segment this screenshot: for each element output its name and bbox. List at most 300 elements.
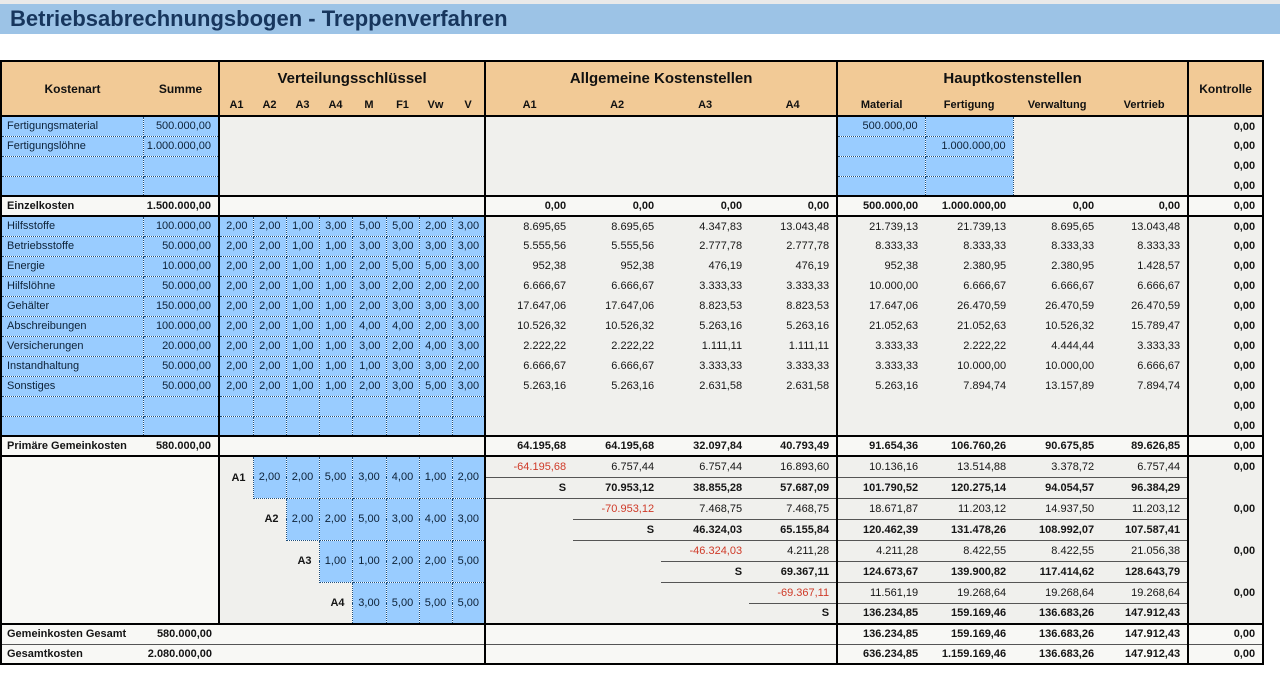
stair-label-a3: A3 [286, 540, 319, 582]
value-cell: 15.789,47 [1101, 316, 1188, 336]
input-cell[interactable] [419, 416, 452, 436]
value-cell: 5.555,56 [573, 236, 661, 256]
value-cell: 2.777,78 [749, 236, 837, 256]
input-cell[interactable]: 100.000,00 [143, 216, 219, 236]
row-label[interactable]: Hilfslöhne [1, 276, 143, 296]
value-cell: 500.000,00 [837, 196, 925, 216]
key-cell[interactable]: 3,00 [452, 256, 485, 276]
key-cell[interactable]: 2,00 [219, 256, 253, 276]
value-cell: 26.470,59 [925, 296, 1013, 316]
value-cell: 136.683,26 [1013, 603, 1101, 624]
value-cell: 6.666,67 [485, 356, 573, 376]
kontrolle-cell: 0,00 [1188, 196, 1263, 216]
input-cell[interactable] [925, 156, 1013, 176]
kontrolle-cell [1188, 519, 1263, 540]
kontrolle-cell: 0,00 [1188, 236, 1263, 256]
key-cell[interactable]: 1,00 [352, 356, 386, 376]
value-cell: 120.275,14 [925, 477, 1013, 498]
sum-marker: S [573, 519, 661, 540]
value-cell: 11.561,19 [837, 582, 925, 603]
key-cell[interactable]: 2,00 [219, 376, 253, 396]
input-cell[interactable]: 150.000,00 [143, 296, 219, 316]
key-cell[interactable]: 3,00 [419, 296, 452, 316]
input-cell[interactable] [319, 396, 352, 416]
row-label[interactable] [1, 396, 143, 416]
input-cell[interactable] [143, 176, 219, 196]
key-cell[interactable]: 5,00 [452, 582, 485, 624]
input-cell[interactable]: 50.000,00 [143, 276, 219, 296]
value-cell: 6.666,67 [485, 276, 573, 296]
key-cell[interactable]: 1,00 [286, 316, 319, 336]
subcol-header-material: Material [837, 95, 925, 116]
value-cell: 4.211,28 [837, 540, 925, 561]
input-cell[interactable]: 10.000,00 [143, 256, 219, 276]
input-cell[interactable] [452, 396, 485, 416]
key-cell[interactable]: 5,00 [419, 582, 452, 624]
value-cell: 8.695,65 [1013, 216, 1101, 236]
key-cell[interactable]: 5,00 [352, 216, 386, 236]
key-cell[interactable]: 3,00 [419, 356, 452, 376]
value-cell: 10.000,00 [1013, 356, 1101, 376]
value-cell: 17.647,06 [485, 296, 573, 316]
key-cell[interactable]: 5,00 [319, 456, 352, 498]
key-cell[interactable]: 2,00 [386, 336, 419, 356]
key-cell[interactable]: 5,00 [419, 376, 452, 396]
value-cell [573, 603, 661, 624]
value-cell: 117.414,62 [1013, 561, 1101, 582]
value-cell: 952,38 [837, 256, 925, 276]
key-cell[interactable]: 2,00 [352, 376, 386, 396]
key-cell[interactable]: 1,00 [286, 376, 319, 396]
key-cell[interactable]: 3,00 [386, 236, 419, 256]
key-cell[interactable]: 2,00 [253, 356, 286, 376]
key-cell[interactable]: 1,00 [319, 316, 352, 336]
value-cell: 120.462,39 [837, 519, 925, 540]
input-cell[interactable]: 20.000,00 [143, 336, 219, 356]
key-cell[interactable]: 2,00 [286, 498, 319, 540]
key-cell[interactable]: 2,00 [452, 456, 485, 498]
value-cell: 32.097,84 [661, 436, 749, 456]
value-cell: 90.675,85 [1013, 436, 1101, 456]
value-cell: 1.000.000,00 [925, 196, 1013, 216]
input-cell[interactable] [837, 136, 925, 156]
value-cell [573, 582, 661, 603]
value-cell: 18.671,87 [837, 498, 925, 519]
value-cell: 65.155,84 [749, 519, 837, 540]
key-cell[interactable]: 1,00 [319, 276, 352, 296]
key-cell[interactable]: 3,00 [386, 296, 419, 316]
baab-table [0, 60, 1264, 665]
value-cell: 159.169,46 [925, 624, 1013, 644]
value-cell: 89.626,85 [1101, 436, 1188, 456]
value-cell: 2.380,95 [1013, 256, 1101, 276]
key-cell[interactable]: 5,00 [386, 582, 419, 624]
key-cell[interactable]: 2,00 [253, 276, 286, 296]
row-label[interactable]: Energie [1, 256, 143, 276]
input-cell[interactable] [925, 176, 1013, 196]
input-cell[interactable] [143, 396, 219, 416]
value-cell: 4.211,28 [749, 540, 837, 561]
key-cell[interactable]: 3,00 [352, 236, 386, 256]
row-label[interactable] [1, 176, 143, 196]
value-cell: 1.500.000,00 [143, 196, 219, 216]
input-cell[interactable] [419, 396, 452, 416]
input-cell[interactable] [352, 396, 386, 416]
value-cell: 13.043,48 [1101, 216, 1188, 236]
value-cell: 1.111,11 [749, 336, 837, 356]
key-cell[interactable]: 1,00 [319, 356, 352, 376]
value-cell: 2.222,22 [925, 336, 1013, 356]
key-cell[interactable]: 2,00 [253, 336, 286, 356]
value-cell: 5.263,16 [749, 316, 837, 336]
input-cell[interactable] [253, 416, 286, 436]
key-cell[interactable]: 3,00 [452, 236, 485, 256]
value-cell: 19.268,64 [925, 582, 1013, 603]
key-cell[interactable]: 2,00 [253, 296, 286, 316]
row-label[interactable]: Instandhaltung [1, 356, 143, 376]
key-cell[interactable]: 3,00 [452, 376, 485, 396]
key-cell[interactable]: 3,00 [352, 336, 386, 356]
key-cell[interactable]: 1,00 [286, 256, 319, 276]
key-cell[interactable]: 1,00 [319, 236, 352, 256]
key-cell[interactable]: 5,00 [419, 256, 452, 276]
col-header-kostenart: Kostenart [1, 61, 143, 116]
value-cell: 8.422,55 [1013, 540, 1101, 561]
row-label[interactable]: Versicherungen [1, 336, 143, 356]
row-label[interactable]: Sonstiges [1, 376, 143, 396]
key-cell[interactable]: 2,00 [219, 336, 253, 356]
sum-marker: S [485, 477, 573, 498]
value-cell: 8.823,53 [661, 296, 749, 316]
row-label[interactable]: Abschreibungen [1, 316, 143, 336]
value-cell: 2.631,58 [749, 376, 837, 396]
input-cell[interactable]: 50.000,00 [143, 376, 219, 396]
key-cell[interactable]: 2,00 [386, 276, 419, 296]
value-cell: 4.347,83 [661, 216, 749, 236]
value-cell: 6.666,67 [573, 276, 661, 296]
key-cell[interactable]: 3,00 [452, 498, 485, 540]
value-cell: 91.654,36 [837, 436, 925, 456]
key-cell[interactable]: 3,00 [352, 276, 386, 296]
value-cell: 1.111,11 [661, 336, 749, 356]
value-cell [573, 561, 661, 582]
key-cell[interactable]: 1,00 [352, 540, 386, 582]
value-cell: 10.526,32 [485, 316, 573, 336]
key-cell[interactable]: 2,00 [253, 376, 286, 396]
value-cell: 106.760,26 [925, 436, 1013, 456]
empty-region [219, 116, 485, 196]
empty-region [837, 396, 1188, 416]
key-cell[interactable]: 2,00 [419, 540, 452, 582]
subcol-header-vs-a1: A1 [219, 95, 253, 116]
value-cell: 13.157,89 [1013, 376, 1101, 396]
kontrolle-cell: 0,00 [1188, 456, 1263, 477]
value-cell: 17.647,06 [573, 296, 661, 316]
key-cell[interactable]: 2,00 [419, 316, 452, 336]
kontrolle-cell: 0,00 [1188, 216, 1263, 236]
empty-region [219, 540, 286, 582]
value-cell: 6.666,67 [1101, 356, 1188, 376]
input-cell[interactable]: 50.000,00 [143, 356, 219, 376]
value-cell: 94.054,57 [1013, 477, 1101, 498]
key-cell[interactable]: 3,00 [319, 216, 352, 236]
key-cell[interactable]: 2,00 [253, 456, 286, 498]
group-header-hauptkostenstellen: Hauptkostenstellen [837, 61, 1188, 95]
key-cell[interactable]: 2,00 [419, 276, 452, 296]
key-cell[interactable]: 4,00 [352, 316, 386, 336]
empty-region [219, 624, 485, 644]
kontrolle-cell [1188, 603, 1263, 624]
row-label[interactable]: Fertigungslöhne [1, 136, 143, 156]
input-cell[interactable]: 1.000.000,00 [925, 136, 1013, 156]
value-cell: 580.000,00 [143, 624, 219, 644]
row-label[interactable]: Hilfsstoffe [1, 216, 143, 236]
input-cell[interactable] [286, 416, 319, 436]
subcol-header-vs-a4: A4 [319, 95, 352, 116]
value-cell: 0,00 [1013, 196, 1101, 216]
subcol-header-vs-a3: A3 [286, 95, 319, 116]
value-cell: 19.268,64 [1013, 582, 1101, 603]
key-cell[interactable]: 2,00 [253, 236, 286, 256]
kontrolle-cell: 0,00 [1188, 136, 1263, 156]
key-cell[interactable]: 4,00 [419, 336, 452, 356]
input-cell[interactable] [925, 116, 1013, 136]
key-cell[interactable]: 3,00 [452, 316, 485, 336]
value-cell: 6.666,67 [1013, 276, 1101, 296]
value-cell: 1.159.169,46 [925, 644, 1013, 664]
empty-region [485, 396, 837, 416]
value-cell [661, 603, 749, 624]
row-label[interactable]: Betriebsstoffe [1, 236, 143, 256]
input-cell[interactable]: 50.000,00 [143, 236, 219, 256]
empty-region [219, 644, 485, 664]
input-cell[interactable]: 500.000,00 [837, 116, 925, 136]
value-cell: 8.823,53 [749, 296, 837, 316]
key-cell[interactable]: 2,00 [253, 316, 286, 336]
value-cell: 4.444,44 [1013, 336, 1101, 356]
spacer [0, 34, 1280, 60]
value-cell: 7.468,75 [661, 498, 749, 519]
key-cell[interactable]: 2,00 [319, 498, 352, 540]
value-cell: 147.912,43 [1101, 603, 1188, 624]
subcol-header-vs-v: V [452, 95, 485, 116]
value-cell: 46.324,03 [661, 519, 749, 540]
key-cell[interactable]: 2,00 [352, 296, 386, 316]
input-cell[interactable] [219, 416, 253, 436]
value-cell: 136.683,26 [1013, 644, 1101, 664]
input-cell[interactable] [143, 416, 219, 436]
value-cell: -70.953,12 [573, 498, 661, 519]
key-cell[interactable]: 2,00 [219, 216, 253, 236]
key-cell[interactable]: 2,00 [219, 276, 253, 296]
subcol-header-vs-f1: F1 [386, 95, 419, 116]
value-cell: 3.333,33 [749, 276, 837, 296]
kontrolle-cell: 0,00 [1188, 356, 1263, 376]
value-cell: 8.695,65 [573, 216, 661, 236]
stair-label-a2: A2 [253, 498, 286, 540]
key-cell[interactable]: 1,00 [286, 276, 319, 296]
kontrolle-cell: 0,00 [1188, 316, 1263, 336]
subcol-header-verwaltung: Verwaltung [1013, 95, 1101, 116]
key-cell[interactable]: 2,00 [386, 540, 419, 582]
key-cell[interactable]: 2,00 [452, 356, 485, 376]
key-cell[interactable]: 1,00 [419, 456, 452, 498]
input-cell[interactable] [253, 396, 286, 416]
value-cell: 0,00 [485, 196, 573, 216]
value-cell: 3.333,33 [1101, 336, 1188, 356]
key-cell[interactable]: 3,00 [352, 456, 386, 498]
value-cell: 124.673,67 [837, 561, 925, 582]
value-cell: 2.222,22 [485, 336, 573, 356]
key-cell[interactable]: 2,00 [219, 296, 253, 316]
empty-region [485, 644, 837, 664]
group-header-verteilungsschluessel: Verteilungsschlüssel [219, 61, 485, 95]
value-cell: 128.643,79 [1101, 561, 1188, 582]
kontrolle-cell [1188, 477, 1263, 498]
value-cell: 2.777,78 [661, 236, 749, 256]
key-cell[interactable]: 3,00 [386, 376, 419, 396]
key-cell[interactable]: 2,00 [219, 356, 253, 376]
subcol-header-vs-vw: Vw [419, 95, 452, 116]
value-cell: 11.203,12 [1101, 498, 1188, 519]
empty-region [219, 436, 485, 456]
key-cell[interactable]: 5,00 [452, 540, 485, 582]
value-cell: 21.739,13 [925, 216, 1013, 236]
value-cell: 3.378,72 [1013, 456, 1101, 477]
kontrolle-cell: 0,00 [1188, 156, 1263, 176]
empty-region [219, 196, 485, 216]
key-cell[interactable]: 2,00 [253, 216, 286, 236]
kontrolle-cell: 0,00 [1188, 540, 1263, 561]
value-cell: 14.937,50 [1013, 498, 1101, 519]
value-cell: -64.195,68 [485, 456, 573, 477]
input-cell[interactable] [143, 156, 219, 176]
key-cell[interactable]: 5,00 [352, 498, 386, 540]
row-label-einzelkosten: Einzelkosten [1, 196, 143, 216]
input-cell[interactable] [837, 176, 925, 196]
input-cell[interactable]: 100.000,00 [143, 316, 219, 336]
row-label[interactable] [1, 156, 143, 176]
key-cell[interactable]: 3,00 [352, 582, 386, 624]
value-cell: 1.428,57 [1101, 256, 1188, 276]
key-cell[interactable]: 2,00 [219, 316, 253, 336]
value-cell: 3.333,33 [749, 356, 837, 376]
kontrolle-cell: 0,00 [1188, 624, 1263, 644]
stair-label-a1: A1 [219, 456, 253, 498]
key-cell[interactable]: 2,00 [253, 256, 286, 276]
key-cell[interactable]: 3,00 [386, 498, 419, 540]
key-cell[interactable]: 1,00 [319, 256, 352, 276]
value-cell: 101.790,52 [837, 477, 925, 498]
value-cell: 5.555,56 [485, 236, 573, 256]
input-cell[interactable] [319, 416, 352, 436]
key-cell[interactable]: 1,00 [286, 296, 319, 316]
value-cell: 952,38 [485, 256, 573, 276]
empty-region [837, 416, 1188, 436]
subcol-header-fertigung: Fertigung [925, 95, 1013, 116]
key-cell[interactable]: 2,00 [286, 456, 319, 498]
group-header-allgemeine-kostenstellen: Allgemeine Kostenstellen [485, 61, 837, 95]
input-cell[interactable] [352, 416, 386, 436]
value-cell: 26.470,59 [1101, 296, 1188, 316]
key-cell[interactable]: 1,00 [319, 296, 352, 316]
kontrolle-cell: 0,00 [1188, 176, 1263, 196]
input-cell[interactable]: 500.000,00 [143, 116, 219, 136]
stair-label-a4: A4 [319, 582, 352, 624]
input-cell[interactable] [286, 396, 319, 416]
input-cell[interactable]: 1.000.000,00 [143, 136, 219, 156]
key-cell[interactable]: 1,00 [286, 356, 319, 376]
row-label-primaere-gemeinkosten: Primäre Gemeinkosten [1, 436, 143, 456]
key-cell[interactable]: 3,00 [452, 216, 485, 236]
input-cell[interactable] [837, 156, 925, 176]
kontrolle-cell: 0,00 [1188, 436, 1263, 456]
key-cell[interactable]: 2,00 [452, 276, 485, 296]
input-cell[interactable] [386, 416, 419, 436]
key-cell[interactable]: 1,00 [286, 236, 319, 256]
input-cell[interactable] [219, 396, 253, 416]
value-cell: 2.380,95 [925, 256, 1013, 276]
key-cell[interactable]: 3,00 [452, 296, 485, 316]
value-cell: -46.324,03 [661, 540, 749, 561]
key-cell[interactable]: 1,00 [319, 540, 352, 582]
value-cell: 5.263,16 [661, 316, 749, 336]
value-cell: 16.893,60 [749, 456, 837, 477]
value-cell: 11.203,12 [925, 498, 1013, 519]
subcol-header-vs-a2: A2 [253, 95, 286, 116]
value-cell: 40.793,49 [749, 436, 837, 456]
input-cell[interactable] [386, 396, 419, 416]
value-cell: 0,00 [573, 196, 661, 216]
key-cell[interactable]: 3,00 [452, 336, 485, 356]
empty-region [219, 498, 253, 540]
value-cell: 2.222,22 [573, 336, 661, 356]
key-cell[interactable]: 5,00 [386, 256, 419, 276]
row-label[interactable] [1, 416, 143, 436]
value-cell: 6.757,44 [573, 456, 661, 477]
value-cell: 476,19 [749, 256, 837, 276]
input-cell[interactable] [452, 416, 485, 436]
key-cell[interactable]: 4,00 [386, 316, 419, 336]
key-cell[interactable]: 2,00 [219, 236, 253, 256]
key-cell[interactable]: 4,00 [386, 456, 419, 498]
key-cell[interactable]: 2,00 [352, 256, 386, 276]
sum-marker: S [749, 603, 837, 624]
key-cell[interactable]: 1,00 [286, 216, 319, 236]
key-cell[interactable]: 2,00 [419, 216, 452, 236]
row-label[interactable]: Gehälter [1, 296, 143, 316]
value-cell: 21.739,13 [837, 216, 925, 236]
key-cell[interactable]: 1,00 [319, 336, 352, 356]
key-cell[interactable]: 3,00 [386, 356, 419, 376]
value-cell [485, 603, 573, 624]
value-cell: 0,00 [1101, 196, 1188, 216]
value-cell: 952,38 [573, 256, 661, 276]
key-cell[interactable]: 5,00 [386, 216, 419, 236]
key-cell[interactable]: 1,00 [319, 376, 352, 396]
key-cell[interactable]: 1,00 [286, 336, 319, 356]
value-cell: 136.234,85 [837, 603, 925, 624]
value-cell: 5.263,16 [485, 376, 573, 396]
key-cell[interactable]: 4,00 [419, 498, 452, 540]
key-cell[interactable]: 3,00 [419, 236, 452, 256]
value-cell: 6.757,44 [661, 456, 749, 477]
value-cell: 136.683,26 [1013, 624, 1101, 644]
empty-region [485, 416, 837, 436]
row-label[interactable]: Fertigungsmaterial [1, 116, 143, 136]
value-cell: 8.333,33 [1013, 236, 1101, 256]
col-header-kontrolle: Kontrolle [1188, 61, 1263, 116]
